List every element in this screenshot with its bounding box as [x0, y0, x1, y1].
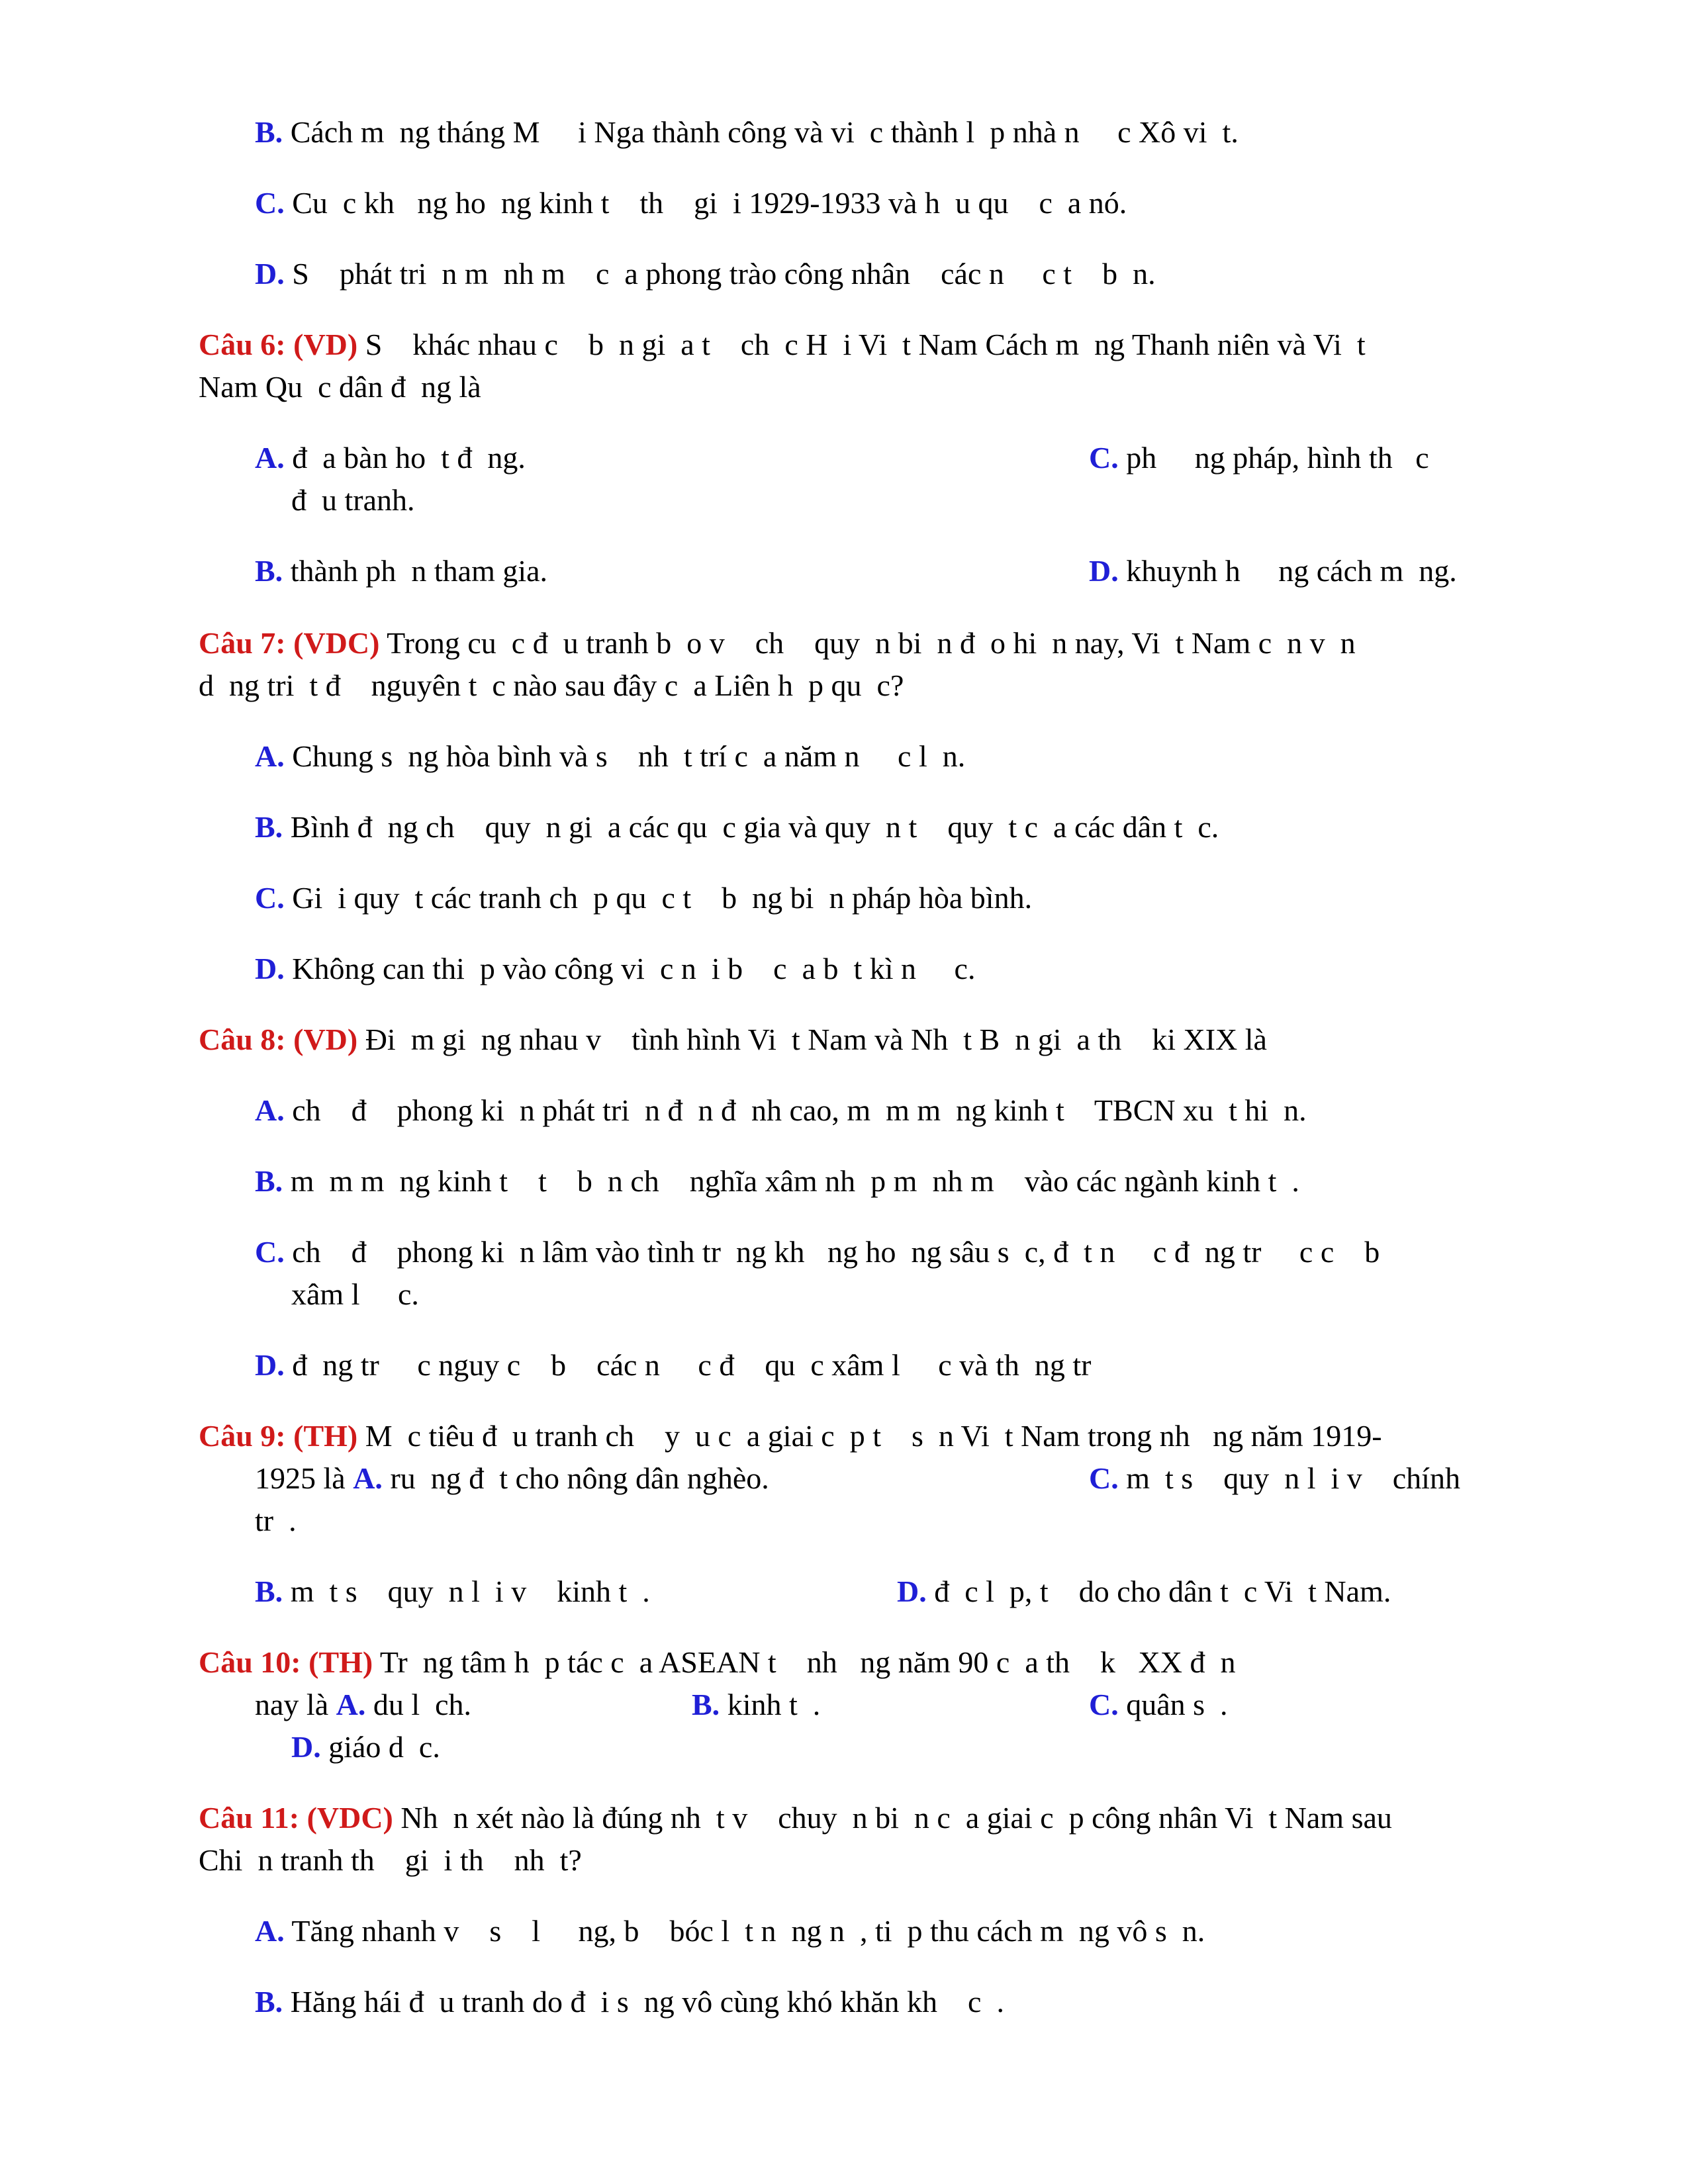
option-label: D. [1089, 554, 1119, 588]
q9-option-c [1089, 1459, 1460, 1498]
option-label: B. [255, 115, 283, 149]
option-text: thành ph n tham gia. [283, 554, 548, 588]
option-text: đ a bàn ho t đ ng. [284, 441, 526, 475]
question-text: S khác nhau c b n gi a t ch c H i Vi t Nam Cách m ng Thanh niên và Vi t [357, 328, 1366, 361]
option-text: Hăng hái đ u tranh do đ i s ng vô cùng khó khăn kh c . [283, 1985, 1004, 2019]
option-label: D. [291, 1730, 321, 1764]
question-text: Nh n xét nào là đúng nh t v chuy n bi n c a giai c p công nhân Vi t Nam sau [393, 1801, 1392, 1835]
option-label: C. [1089, 441, 1119, 475]
question-text: Tr ng tâm h p tác c a ASEAN t nh ng năm 90 c a th k XX đ n [373, 1645, 1236, 1679]
option-label: A. [255, 1093, 285, 1127]
option-text: ch đ phong ki n phát tri n đ n đ nh cao, m m m ng kinh t TBCN xu t hi n. [284, 1093, 1307, 1127]
option-label: C. [255, 881, 285, 915]
option-text: Gi i quy t các tranh ch p qu c t b ng bi n pháp hòa bình. [284, 881, 1033, 915]
option-text: Cu c kh ng ho ng kinh t th gi i 1929-1933 và h u qu c a nó. [284, 186, 1127, 220]
q6-option-a [255, 438, 526, 478]
q7-option-c [255, 878, 1032, 918]
option-text: đ ng tr c nguy c b các n c đ qu c xâm l c và th ng tr [284, 1348, 1092, 1382]
question-text: 1925 là [255, 1461, 353, 1495]
option-label: B. [255, 810, 283, 844]
q6-stem-line2: Nam Qu c dân đ ng là [199, 370, 481, 404]
option-label: A. [336, 1688, 366, 1721]
option-text: kinh t . [720, 1688, 821, 1721]
option-label: C. [1089, 1461, 1119, 1495]
option-text: Cách m ng tháng M i Nga thành công và vi c thành l p nhà n c Xô vi t. [283, 115, 1239, 149]
q11-option-a [255, 1911, 1205, 1951]
q9-option-c-cont: tr . [255, 1504, 297, 1537]
q8-option-d [255, 1345, 1091, 1385]
option-text: du l ch. [365, 1688, 472, 1721]
option-label: A. [353, 1461, 383, 1495]
option-label: A. [255, 1914, 285, 1948]
q7-stem-line1 [199, 623, 1356, 663]
q7-stem-line2: d ng tri t đ nguyên t c nào sau đây c a Liên h p qu c? [199, 668, 904, 702]
option-text: m t s quy n l i v chính [1118, 1461, 1460, 1495]
q10-option-c [1089, 1685, 1228, 1725]
q10-stem-line2 [255, 1685, 471, 1725]
option-text: m m m ng kinh t t b n ch nghĩa xâm nh p m nh m vào các ngành kinh t . [283, 1164, 1299, 1198]
option-text: quân s . [1118, 1688, 1228, 1721]
q9-option-d [897, 1572, 1391, 1612]
q8-option-c [255, 1232, 1380, 1272]
q8-option-c-cont: xâm l c. [291, 1277, 419, 1311]
q6-stem-line1 [199, 325, 1366, 365]
option-label: B. [255, 1164, 283, 1198]
option-label: D. [255, 1348, 285, 1382]
option-text: giáo d c. [320, 1730, 440, 1764]
question-text: Trong cu c đ u tranh b o v ch quy n bi n đ o hi n nay, Vi t Nam c n v n [379, 626, 1356, 660]
q5-option-d [255, 254, 1156, 294]
question-number: Câu 7: (VDC) [199, 626, 380, 660]
q10-option-d [291, 1727, 440, 1767]
option-label: C. [255, 1235, 285, 1269]
option-label: C. [1089, 1688, 1119, 1721]
q7-option-d [255, 949, 975, 989]
question-text: nay là [255, 1688, 336, 1721]
option-label: B. [255, 554, 283, 588]
option-label: D. [897, 1574, 927, 1608]
q9-option-b [255, 1572, 650, 1612]
q6-option-b [255, 551, 547, 591]
q11-stem-line1 [199, 1798, 1392, 1838]
option-text: m t s quy n l i v kinh t . [283, 1574, 650, 1608]
option-label: D. [255, 952, 285, 985]
option-text: ch đ phong ki n lâm vào tình tr ng kh ng ho ng sâu s c, đ t n c đ ng tr c c b [284, 1235, 1380, 1269]
q10-option-b [692, 1685, 820, 1725]
option-text: S phát tri n m nh m c a phong trào công nhân các n c t b n. [284, 257, 1156, 291]
q5-option-b [255, 113, 1239, 152]
question-text: M c tiêu đ u tranh ch y u c a giai c p t s n Vi t Nam trong nh ng năm 1919- [357, 1419, 1382, 1453]
option-label: A. [255, 739, 285, 773]
q7-option-b [255, 807, 1219, 847]
question-text: Đi m gi ng nhau v tình hình Vi t Nam và Nh t B n gi a th ki XIX là [357, 1023, 1267, 1056]
question-number: Câu 10: (TH) [199, 1645, 373, 1679]
q9-stem-line2 [255, 1459, 769, 1498]
option-text: khuynh h ng cách m ng. [1118, 554, 1457, 588]
q7-option-a [255, 737, 965, 776]
option-label: C. [255, 186, 285, 220]
q6-option-c [1089, 438, 1429, 478]
option-label: A. [255, 441, 285, 475]
q8-option-b [255, 1161, 1299, 1201]
option-text: Bình đ ng ch quy n gi a các qu c gia và quy n t quy t c a các dân t c. [283, 810, 1219, 844]
question-number: Câu 11: (VDC) [199, 1801, 393, 1835]
option-label: B. [255, 1574, 283, 1608]
option-label: B. [255, 1985, 283, 2019]
q6-option-c-cont: đ u tranh. [291, 483, 415, 517]
question-number: Câu 8: (VD) [199, 1023, 358, 1056]
q5-option-c [255, 183, 1127, 223]
q8-option-a [255, 1091, 1307, 1130]
option-label: D. [255, 257, 285, 291]
question-number: Câu 6: (VD) [199, 328, 358, 361]
option-text: Chung s ng hòa bình và s nh t trí c a năm n c l n. [284, 739, 966, 773]
option-label: B. [692, 1688, 720, 1721]
question-number: Câu 9: (TH) [199, 1419, 358, 1453]
q9-stem-line1 [199, 1416, 1382, 1456]
q11-stem-line2: Chi n tranh th gi i th nh t? [199, 1843, 582, 1877]
q11-option-b [255, 1982, 1004, 2022]
option-text: ru ng đ t cho nông dân nghèo. [382, 1461, 769, 1495]
q8-stem-line1 [199, 1020, 1267, 1060]
q6-option-d [1089, 551, 1457, 591]
option-text: Không can thi p vào công vi c n i b c a b t kì n c. [284, 952, 976, 985]
option-text: Tăng nhanh v s l ng, b bóc l t n ng n , ti p thu cách m ng vô s n. [284, 1914, 1205, 1948]
q10-stem-line1 [199, 1643, 1235, 1682]
option-text: ph ng pháp, hình th c [1118, 441, 1429, 475]
option-text: đ c l p, t do cho dân t c Vi t Nam. [926, 1574, 1391, 1608]
